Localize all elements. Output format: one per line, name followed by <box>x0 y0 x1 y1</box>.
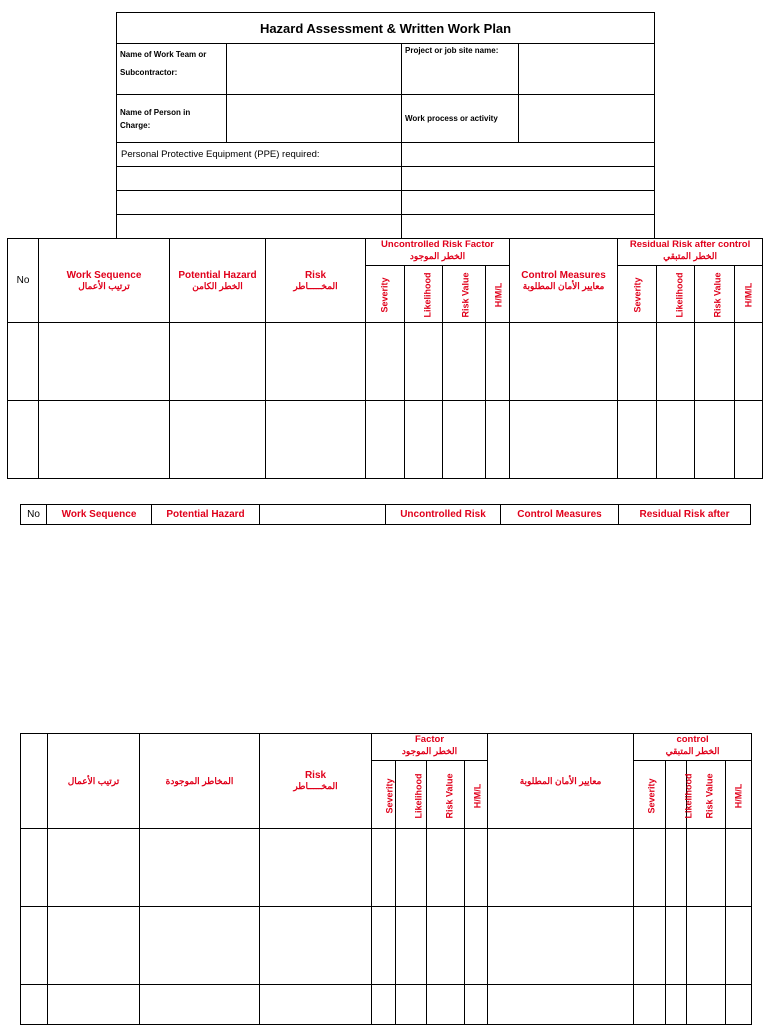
work-plan-form-table <box>116 12 655 239</box>
cell[interactable] <box>465 829 488 907</box>
ppe-row-left[interactable] <box>117 215 402 239</box>
work-sequence-ar: ترتيب الأعمال <box>67 775 120 786</box>
cell[interactable] <box>21 829 48 907</box>
potential-hazard-label: Potential Hazard <box>178 269 257 281</box>
cell[interactable] <box>372 985 396 1025</box>
subcol-hml <box>726 761 752 829</box>
cell[interactable] <box>372 829 396 907</box>
control-measures-label: Control Measures <box>521 269 606 281</box>
cell[interactable] <box>465 907 488 985</box>
residual-ar: الخطر المتبقي <box>663 251 717 261</box>
factor-label: Factor <box>414 734 445 745</box>
strip-work-sequence: Work Sequence <box>47 505 152 525</box>
cell[interactable] <box>443 401 486 479</box>
form-title: Hazard Assessment & Written Work Plan <box>117 13 655 44</box>
header-strip <box>20 504 750 524</box>
person-label-line2: Charge: <box>120 120 151 130</box>
subcol-severity <box>366 266 405 323</box>
cell[interactable] <box>618 323 657 401</box>
col-no: No <box>8 239 39 323</box>
severity-label: Severity <box>646 777 657 814</box>
cell[interactable] <box>488 985 634 1025</box>
col-control-measures <box>488 734 634 829</box>
person-label-line1: Name of Person in <box>120 107 191 117</box>
ppe-row-right[interactable] <box>402 215 655 239</box>
ppe-row-right[interactable] <box>402 191 655 215</box>
cell[interactable] <box>488 907 634 985</box>
severity-label: Severity <box>632 277 643 313</box>
severity-label: Severity <box>384 777 395 814</box>
cell[interactable] <box>634 985 666 1025</box>
residual-label: Residual Risk after control <box>629 239 751 250</box>
risk-ar: المخـــــاطر <box>293 280 338 291</box>
control-measures-ar: معايير الأمان المطلوبة <box>522 280 605 291</box>
cell[interactable] <box>366 401 405 479</box>
cell[interactable] <box>726 829 752 907</box>
work-team-label-line2: Subcontractor: <box>120 68 178 77</box>
severity-label: Severity <box>380 277 390 313</box>
assessment-table-2 <box>20 733 751 1033</box>
work-sequence-ar: ترتيب الأعمال <box>78 280 130 291</box>
cell[interactable] <box>48 985 140 1025</box>
potential-hazard-ar: الخطر الكامن <box>192 280 243 291</box>
assessment-table-1-grid <box>7 238 763 479</box>
uncontrolled-label: Uncontrolled Risk Factor <box>381 239 494 250</box>
col-uncontrolled-factor <box>372 734 488 761</box>
risk-ar: المخـــــاطر <box>293 781 338 791</box>
hml-label: H/M/L <box>472 783 483 808</box>
factor-ar: الخطر الموجود <box>401 746 458 756</box>
col-no <box>21 734 48 829</box>
work-team-field[interactable] <box>227 44 402 95</box>
cell[interactable] <box>510 401 618 479</box>
cell[interactable] <box>657 323 695 401</box>
cell[interactable] <box>510 323 618 401</box>
likelihood-label: Likelihood <box>683 773 694 818</box>
subcol-severity <box>618 266 657 323</box>
cell[interactable] <box>8 323 39 401</box>
cell[interactable] <box>396 829 427 907</box>
cell[interactable] <box>266 323 366 401</box>
work-team-label <box>117 44 227 95</box>
table-row <box>8 323 763 401</box>
control-measures-ar: معايير الأمان المطلوبة <box>519 775 602 786</box>
risk-value-label: Risk Value <box>704 772 715 819</box>
subcol-likelihood <box>396 761 427 829</box>
cell[interactable] <box>405 401 443 479</box>
strip-residual: Residual Risk after <box>619 505 751 525</box>
risk-value-label: Risk Value <box>460 272 471 318</box>
cell[interactable] <box>735 401 763 479</box>
col-risk <box>260 734 372 829</box>
strip-control-measures: Control Measures <box>501 505 619 525</box>
cell[interactable] <box>396 907 427 985</box>
work-team-label-line1: Name of Work Team or <box>120 50 207 59</box>
likelihood-label: Likelihood <box>674 272 685 318</box>
cell[interactable] <box>634 829 666 907</box>
subcol-likelihood <box>666 761 694 829</box>
cell[interactable] <box>618 401 657 479</box>
cell[interactable] <box>427 985 465 1025</box>
ppe-row-left[interactable] <box>117 191 402 215</box>
risk-label: Risk <box>304 269 327 281</box>
cell[interactable] <box>695 323 735 401</box>
control-ar: الخطر المتبقي <box>665 746 720 756</box>
strip-uncontrolled: Uncontrolled Risk <box>386 505 501 525</box>
cell[interactable] <box>372 907 396 985</box>
cell[interactable] <box>140 985 260 1025</box>
cell[interactable] <box>634 907 666 985</box>
work-sequence-label: Work Sequence <box>66 269 142 281</box>
col-potential-hazard <box>170 239 266 323</box>
header-strip-table <box>20 504 751 525</box>
subcol-risk-value <box>427 761 465 829</box>
cell[interactable] <box>488 829 634 907</box>
cell[interactable] <box>657 401 695 479</box>
cell[interactable] <box>486 401 510 479</box>
subcol-likelihood <box>657 266 695 323</box>
ppe-row-left[interactable] <box>117 167 402 191</box>
col-residual-risk <box>618 239 763 266</box>
process-label: Work process or activity <box>402 95 519 143</box>
cell[interactable] <box>427 829 465 907</box>
cell[interactable] <box>366 323 405 401</box>
cell[interactable] <box>140 829 260 907</box>
col-control-measures <box>510 239 618 323</box>
risk-label: Risk <box>304 770 327 781</box>
subcol-hml <box>465 761 488 829</box>
table-row <box>21 907 752 985</box>
cell[interactable] <box>666 829 687 907</box>
subcol-hml <box>486 266 510 323</box>
subcol-risk-value <box>695 266 735 323</box>
person-label <box>117 95 227 143</box>
cell[interactable] <box>170 401 266 479</box>
strip-potential-hazard: Potential Hazard <box>152 505 260 525</box>
risk-value-label: Risk Value <box>712 272 723 318</box>
table-row <box>21 829 752 907</box>
cell[interactable] <box>695 401 735 479</box>
uncontrolled-ar: الخطر الموجود <box>409 251 466 261</box>
hml-label: H/M/L <box>743 282 754 308</box>
table-row <box>21 985 752 1025</box>
person-field[interactable] <box>227 95 402 143</box>
cell[interactable] <box>39 323 170 401</box>
likelihood-label: Likelihood <box>422 272 433 318</box>
col-risk <box>266 239 366 323</box>
cell[interactable] <box>266 401 366 479</box>
cell[interactable] <box>427 907 465 985</box>
col-residual-control <box>634 734 752 761</box>
likelihood-label: Likelihood <box>413 773 424 818</box>
cell[interactable] <box>8 401 39 479</box>
control-label: control <box>676 734 709 745</box>
cell[interactable] <box>260 907 372 985</box>
cell[interactable] <box>405 323 443 401</box>
ppe-row-right[interactable] <box>402 167 655 191</box>
cell[interactable] <box>666 985 687 1025</box>
strip-risk <box>260 505 386 525</box>
cell[interactable] <box>48 907 140 985</box>
risk-value-label: Risk Value <box>444 772 455 819</box>
subcol-likelihood <box>405 266 443 323</box>
cell[interactable] <box>48 829 140 907</box>
cell[interactable] <box>260 829 372 907</box>
assessment-table-1 <box>7 238 762 479</box>
ppe-label: Personal Protective Equipment (PPE) required: <box>117 143 402 167</box>
subcol-severity <box>372 761 396 829</box>
cell[interactable] <box>726 985 752 1025</box>
project-field[interactable] <box>519 44 655 95</box>
cell[interactable] <box>396 985 427 1025</box>
hml-label: H/M/L <box>733 783 744 808</box>
hazards-ar: المخاطر الموجودة <box>165 775 234 786</box>
cell[interactable] <box>21 985 48 1025</box>
col-hazards <box>140 734 260 829</box>
subcol-hml <box>735 266 763 323</box>
cell[interactable] <box>21 907 48 985</box>
assessment-table-2-grid <box>20 733 752 1025</box>
cell[interactable] <box>170 323 266 401</box>
ppe-field-1[interactable] <box>402 143 655 167</box>
col-work-sequence <box>39 239 170 323</box>
work-plan-form <box>116 12 654 240</box>
strip-no: No <box>21 505 47 525</box>
hml-label: H/M/L <box>493 282 504 308</box>
cell[interactable] <box>687 985 726 1025</box>
cell[interactable] <box>260 985 372 1025</box>
col-uncontrolled-risk <box>366 239 510 266</box>
cell[interactable] <box>666 907 687 985</box>
cell[interactable] <box>687 907 726 985</box>
subcol-risk-value <box>443 266 486 323</box>
col-work-sequence <box>48 734 140 829</box>
cell[interactable] <box>140 907 260 985</box>
cell[interactable] <box>687 829 726 907</box>
cell[interactable] <box>486 323 510 401</box>
cell[interactable] <box>39 401 170 479</box>
project-label: Project or job site name: <box>402 44 519 95</box>
subcol-severity <box>634 761 666 829</box>
cell[interactable] <box>726 907 752 985</box>
process-field[interactable] <box>519 95 655 143</box>
table-row <box>8 401 763 479</box>
cell[interactable] <box>443 323 486 401</box>
cell[interactable] <box>735 323 763 401</box>
cell[interactable] <box>465 985 488 1025</box>
